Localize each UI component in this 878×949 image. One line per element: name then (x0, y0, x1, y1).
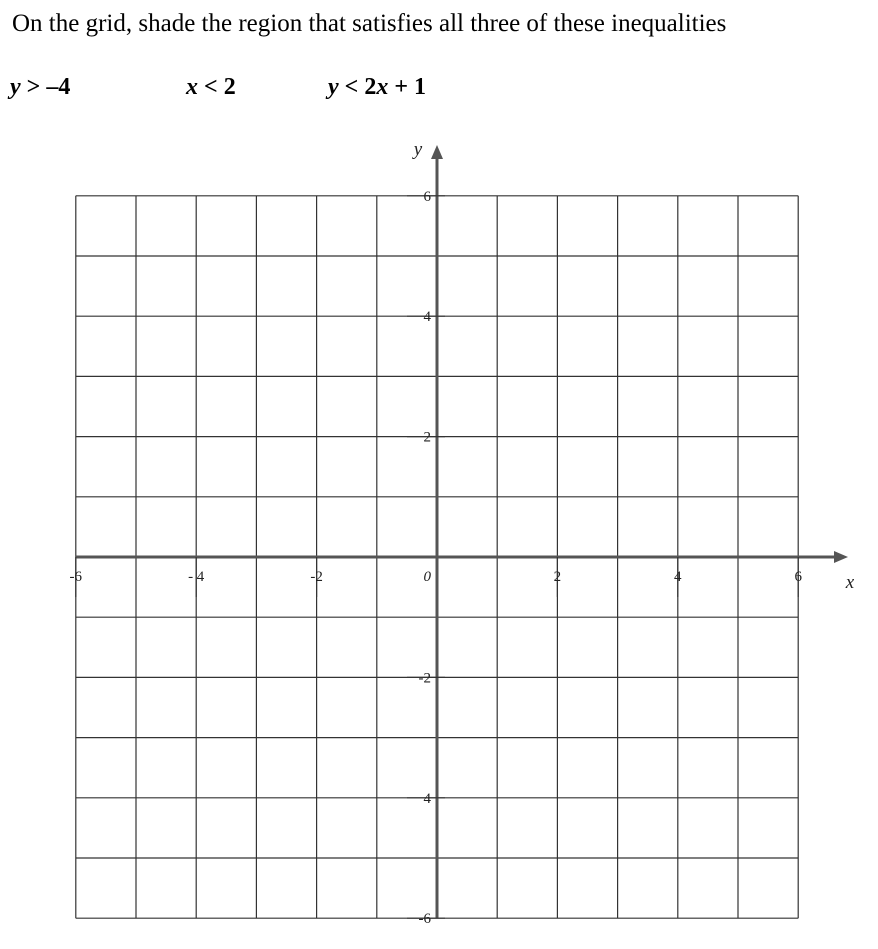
y-tick-label: 4 (423, 309, 431, 326)
x-tick-label: -6 (69, 569, 83, 585)
inequality-rhs-variable: x (376, 74, 389, 100)
x-tick-label: 6 (794, 569, 802, 585)
x-axis-label: x (845, 572, 855, 593)
y-axis-arrow-icon (431, 145, 443, 159)
x-tick-label: - 4 (188, 569, 205, 585)
inequality-rhs-tail: + 1 (388, 74, 427, 100)
x-tick-label: -2 (310, 569, 323, 585)
inequality-operator: > (20, 74, 47, 100)
y-tick-label: -2 (418, 670, 431, 687)
x-tick-label: 2 (553, 569, 562, 585)
y-tick-label: 4 (423, 790, 431, 807)
inequality-variable: y (10, 74, 21, 100)
question-text: On the grid, shade the region that satisfies all three of these inequalities (12, 10, 727, 37)
y-tick-label: 6 (423, 188, 431, 205)
inequality-rhs: 2 (223, 74, 236, 100)
y-axis-label: y (413, 139, 423, 160)
inequality-operator: < (198, 74, 224, 100)
inequality-operator: < (338, 74, 365, 100)
x-axis-arrow-icon (834, 551, 848, 563)
inequality-variable: y (328, 74, 339, 100)
inequality-rhs: –4 (46, 74, 71, 100)
y-tick-label: -6 (418, 911, 431, 928)
x-tick-label: 4 (674, 569, 682, 585)
y-tick-label: 2 (423, 429, 431, 446)
origin-label: 0 (423, 569, 431, 585)
inequality-rhs: 2 (364, 74, 377, 100)
inequality-variable: x (186, 74, 198, 100)
